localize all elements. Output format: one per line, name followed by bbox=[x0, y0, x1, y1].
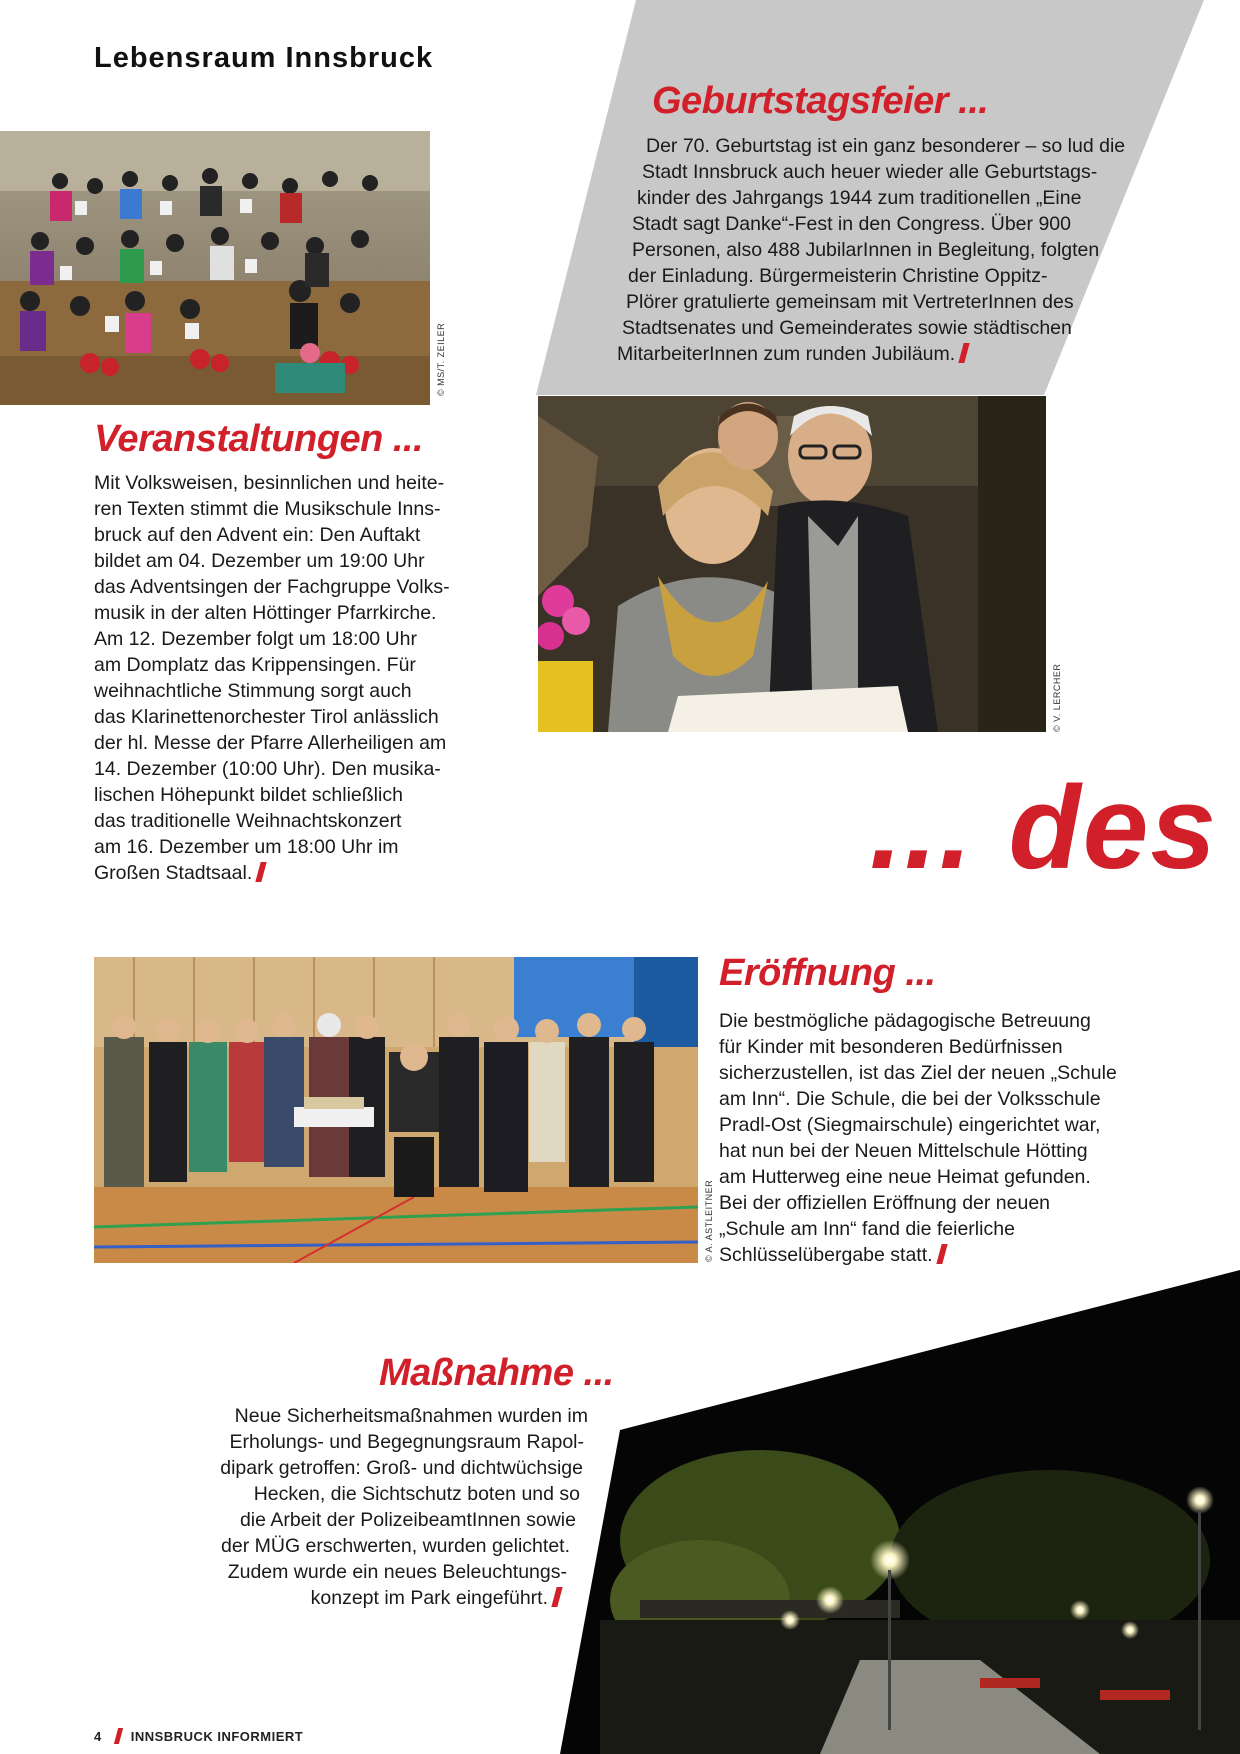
eroeffnung-line-9: „Schule am Inn“ fand die feierliche bbox=[719, 1218, 1015, 1240]
massnahme-line-8 bbox=[311, 1585, 560, 1611]
page-number: 4 bbox=[94, 1729, 102, 1744]
veranstaltungen-line-8: am Domplatz das Krippensingen. Für bbox=[94, 654, 416, 676]
massnahme-line-2: Erholungs- und Begegnungsraum Rapol- bbox=[229, 1431, 584, 1453]
orchestra-photo-credit: © MS/T. ZEILER bbox=[436, 322, 446, 396]
veranstaltungen-line-13: lischen Höhepunkt bildet schließlich bbox=[94, 784, 403, 806]
signing-photo-credit: © V. LERCHER bbox=[1052, 663, 1062, 732]
veranstaltungen-line-15: am 16. Dezember um 18:00 Uhr im bbox=[94, 836, 399, 858]
massnahme-line-1: Neue Sicherheitsmaßnahmen wurden im bbox=[234, 1405, 588, 1427]
veranstaltungen-line-16-text: Großen Stadtsaal. bbox=[94, 862, 253, 884]
veranstaltungen-line-1: Mit Volksweisen, besinnlichen und heite- bbox=[94, 472, 445, 494]
geburtstag-line-2: Stadt Innsbruck auch heuer wieder alle Geburtstags- bbox=[642, 161, 1098, 183]
end-mark-icon bbox=[551, 1587, 562, 1607]
eroeffnung-line-1: Die bestmögliche pädagogische Betreuung bbox=[719, 1010, 1091, 1032]
veranstaltungen-line-10: das Klarinettenorchester Tirol anlässlich bbox=[94, 706, 439, 728]
massnahme-title: Maßnahme ... bbox=[379, 1352, 614, 1394]
veranstaltungen-line-6: musik in der alten Höttinger Pfarrkirche. bbox=[94, 602, 437, 624]
veranstaltungen-line-4: bildet am 04. Dezember um 19:00 Uhr bbox=[94, 550, 425, 572]
section-label: Lebensraum Innsbruck bbox=[94, 42, 434, 74]
eroeffnung-line-6: hat nun bei der Neuen Mittelschule Hötting bbox=[719, 1140, 1088, 1162]
massnahme-line-3: dipark getroffen: Groß- und dichtwüchsige bbox=[220, 1457, 583, 1479]
veranstaltungen-line-5: das Adventsingen der Fachgruppe Volks- bbox=[94, 576, 450, 598]
eroeffnung-line-2: für Kinder mit besonderen Bedürfnissen bbox=[719, 1036, 1063, 1058]
eroeffnung-title: Eröffnung ... bbox=[719, 952, 936, 994]
geburtstag-line-9-text: MitarbeiterInnen zum runden Jubiläum. bbox=[617, 343, 956, 365]
eroeffnung-line-10-text: Schlüsselübergabe statt. bbox=[719, 1244, 933, 1266]
geburtstag-line-8: Stadtsenates und Gemeinderates sowie städtischen bbox=[622, 317, 1072, 339]
group-photo-credit: © A. ASTLEITNER bbox=[704, 1179, 714, 1262]
geburtstag-line-1: Der 70. Geburtstag ist ein ganz besonderer – so lud die bbox=[646, 135, 1126, 157]
massnahme-line-8-text: konzept im Park eingeführt. bbox=[310, 1587, 548, 1609]
geburtstag-line-4: Stadt sagt Danke“-Fest in den Congress. Über 900 bbox=[632, 213, 1071, 235]
veranstaltungen-line-12: 14. Dezember (10:00 Uhr). Den musika- bbox=[94, 758, 441, 780]
massnahme-body bbox=[0, 1403, 1240, 1623]
massnahme-line-4: Hecken, die Sichtschutz boten und so bbox=[253, 1483, 580, 1505]
massnahme-line-7: Zudem wurde ein neues Beleuchtungs- bbox=[227, 1561, 567, 1583]
publication-name: INNSBRUCK INFORMIERT bbox=[130, 1729, 304, 1744]
veranstaltungen-line-14: das traditionelle Weihnachtskonzert bbox=[94, 810, 402, 832]
eroeffnung-line-7: am Hutterweg eine neue Heimat gefunden. bbox=[719, 1166, 1091, 1188]
veranstaltungen-line-11: der hl. Messe der Pfarre Allerheiligen am bbox=[94, 732, 447, 754]
geburtstag-line-3: kinder des Jahrgangs 1944 zum traditionellen „Eine bbox=[637, 187, 1082, 209]
veranstaltungen-line-3: bruck auf den Advent ein: Den Auftakt bbox=[94, 524, 421, 546]
eroeffnung-line-4: am Inn“. Die Schule, die bei der Volksschule bbox=[719, 1088, 1101, 1110]
massnahme-line-5: die Arbeit der PolizeibeamtInnen sowie bbox=[239, 1509, 576, 1531]
massnahme-line-6: der MÜG erschwerten, wurden gelichtet. bbox=[221, 1535, 570, 1557]
veranstaltungen-line-2: ren Texten stimmt die Musikschule Inns- bbox=[94, 498, 441, 520]
veranstaltungen-title: Veranstaltungen ... bbox=[94, 418, 424, 460]
geburtstag-line-6: der Einladung. Bürgermeisterin Christine Oppitz- bbox=[628, 265, 1048, 287]
eroeffnung-line-5: Pradl-Ost (Siegmairschule) eingerichtet war, bbox=[719, 1114, 1101, 1136]
geburtstag-line-7: Plörer gratulierte gemeinsam mit VertreterInnen des bbox=[626, 291, 1074, 313]
geburtstag-line-5: Personen, also 488 JubilarInnen in Begleitung, folgten bbox=[632, 239, 1100, 261]
geburtstag-title: Geburtstagsfeier ... bbox=[652, 80, 989, 122]
footer-divider-icon bbox=[114, 1728, 123, 1744]
eroeffnung-line-8: Bei der offiziellen Eröffnung der neuen bbox=[719, 1192, 1051, 1214]
eroeffnung-line-3: sicherzustellen, ist das Ziel der neuen „Schule bbox=[719, 1062, 1117, 1084]
big-continuation-word: ... des bbox=[869, 762, 1218, 894]
page-footer bbox=[94, 1728, 303, 1744]
veranstaltungen-line-7: Am 12. Dezember folgt um 18:00 Uhr bbox=[94, 628, 417, 650]
veranstaltungen-line-9: weihnachtliche Stimmung sorgt auch bbox=[94, 680, 412, 702]
